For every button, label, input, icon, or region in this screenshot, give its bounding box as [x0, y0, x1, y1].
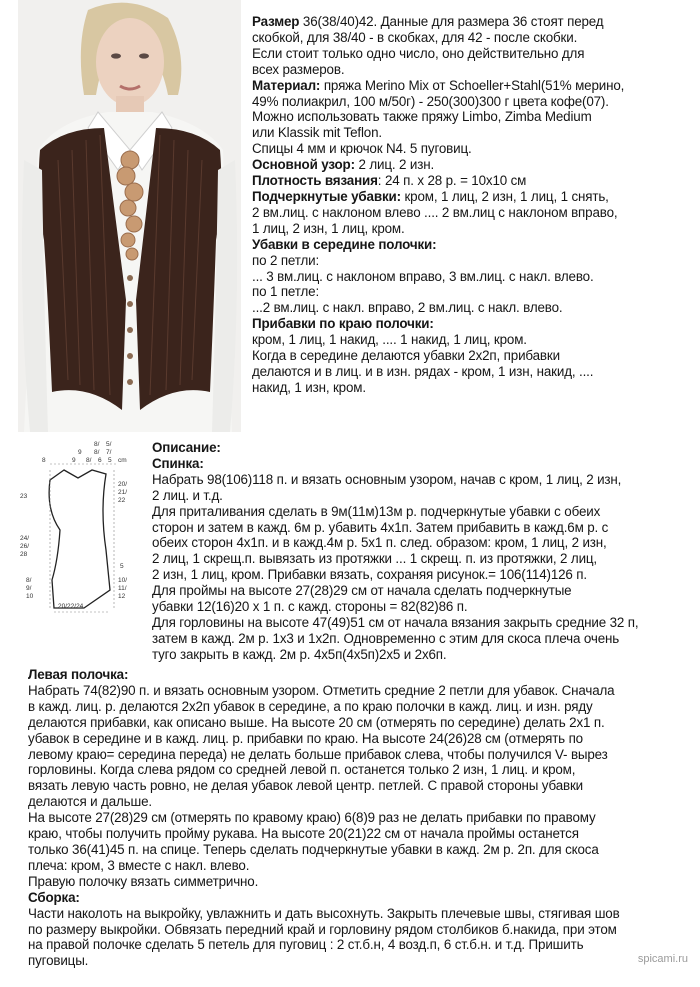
- pattern-text: 2 лиц. 2 изн.: [358, 157, 435, 173]
- back-line: Набрать 98(106)118 п. и вязать основным узором, начав с кром, 1 лиц, 2 изн,: [152, 471, 622, 487]
- pattern-schematic: [6, 440, 142, 618]
- schema-number: 7/: [106, 449, 112, 456]
- schema-number: 23: [20, 493, 28, 500]
- size-text: 36(38/40)42. Данные для размера 36 стоят перед: [302, 14, 604, 29]
- schema-number: 5: [108, 457, 112, 464]
- back-line: Для приталивания сделать в 9м(11м)13м р. подчеркнутые убавки с обеих: [152, 503, 601, 519]
- assembly-line: по размеру выкройки. Обвязать передний край и горловину рядом столбиков б.накида, при этом: [28, 921, 617, 937]
- middle-decrease-label: Убавки в середине полочки:: [252, 236, 437, 252]
- increase-line: накид, 1 изн, кром.: [252, 379, 366, 395]
- front-line: горловины. Когда слева рядом со средней левой п. останется только 2 изн, 1 лиц. и кром,: [28, 762, 576, 778]
- back-line: затем в кажд. 2м р. 1х3 и 1х2п. Одновременно с этим для скоса плеча очень: [152, 630, 620, 646]
- decrease-line: 1 лиц, 2 изн, 1 лиц, кром.: [252, 220, 405, 236]
- density-line: [252, 173, 698, 189]
- assembly-line: на правой полочке сделать 5 петель для пуговиц : 2 ст.б.н, 4 возд.п, 6 ст.б.н. и т.д. Пришить: [28, 937, 584, 953]
- schema-number: 9: [78, 449, 82, 456]
- back-line: 2 лиц, 1 скрещ.п. вывязать из протяжки ... 1 скрещ. п. из протяжки, 2 лиц,: [152, 551, 597, 567]
- schema-number: 21/: [118, 489, 128, 496]
- schema-number: 10/: [118, 577, 128, 584]
- density-text: : 24 п. х 28 р. = 10х10 см: [377, 173, 527, 189]
- pattern-line: [252, 157, 698, 173]
- specification-block: [252, 14, 698, 396]
- back-line: обеих сторон 4х1п. и в кажд.4м р. 5х1 п. след. образом: кром, 1 лиц, 2 изн,: [152, 535, 607, 551]
- material-line: Спицы 4 мм и крючок N4. 5 пуговиц.: [252, 141, 472, 157]
- material-text: пряжа Merino Mix от Schoeller+Stahl(51% мерино,: [323, 77, 625, 93]
- front-line: На высоте 27(28)29 см (отмерять по кравому краю) 6(8)9 раз не делать прибавки по правому: [28, 810, 596, 826]
- size-line: Если стоит только одно число, оно действительно для: [252, 45, 585, 61]
- front-line: левому краю= середина переда) не делать больше прибавок слева, чтобы получился V- вырез: [28, 746, 608, 762]
- decrease-label: Подчеркнутые убавки:: [252, 188, 401, 204]
- increase-line: кром, 1 лиц, 1 накид, .... 1 накид, 1 лиц, кром.: [252, 332, 527, 348]
- front-line: краю, чтобы получить пройму рукава. На высоте 20(21)22 см от начала проймы останется: [28, 826, 579, 842]
- increase-label: Прибавки по краю полочки:: [252, 316, 434, 332]
- front-line: только 36(41)45 п. на спице. Теперь сделать подчеркнутые убавки в кажд. 2м р. 2п. для скоса: [28, 841, 599, 857]
- schema-number: 20/22/24: [58, 603, 84, 610]
- schema-number: 10: [26, 593, 34, 600]
- schema-number: 12: [118, 593, 126, 600]
- schema-number: 24/: [20, 535, 30, 542]
- assembly-title: Сборка:: [28, 889, 80, 905]
- back-title: Спинка:: [152, 455, 204, 471]
- description-title: Описание:: [152, 440, 221, 455]
- decrease-line: 2 вм.лиц. с наклоном влево .... 2 вм.лиц с наклоном вправо,: [252, 204, 618, 220]
- front-line: Правую полочку вязать симметрично.: [28, 873, 259, 889]
- front-line: в кажд. лиц. р. делаются 2х2п убавок в середине, а по краю полочки в кажд. лиц. и изн. ряду: [28, 698, 593, 714]
- schema-number: 11/: [118, 585, 127, 592]
- model-photo: [18, 0, 241, 432]
- front-line: плеча: кром, 3 вместе с накл. влево.: [28, 857, 250, 873]
- schema-number: cm: [118, 457, 127, 464]
- front-line: вязать левую часть ровно, не делая убавок левой центр. петлей. С правой стороны убавки: [28, 778, 584, 794]
- front-line: делаются и дальше.: [28, 794, 152, 810]
- back-line: Для проймы на высоте 27(28)29 см от начала сделать подчеркнутые: [152, 583, 572, 599]
- front-line: убавок в середине и в кажд. лиц. р. прибавки по краю. На высоте 24(26)28 см (отмерять по: [28, 730, 583, 746]
- middle-line: по 1 петле:: [252, 284, 320, 300]
- size-label: Размер: [252, 14, 300, 29]
- back-line: 2 изн, 1 лиц, кром. Прибавки вязать, сохраняя рисунок.= 106(114)126 п.: [152, 567, 587, 583]
- material-line: 49% полиакрил, 100 м/50г) - 250(300)300 г цвета кофе(07).: [252, 93, 609, 109]
- schema-number: 8/: [26, 577, 32, 584]
- watermark: spicami.ru: [637, 953, 688, 965]
- schema-number: 20/: [118, 481, 128, 488]
- schema-number: 22: [118, 497, 126, 504]
- front-line: делаются прибавки, как описано выше. На высоте 20 см (отмерять по середине) делать 2х1 п.: [28, 714, 605, 730]
- material-line: Можно использовать также пряжу Limbo, Zimba Medium: [252, 109, 592, 125]
- front-description: [28, 667, 698, 969]
- schema-number: 9/: [26, 585, 32, 592]
- increase-line: делаются и в лиц. и в изн. рядах - кром, 1 изн, накид, ....: [252, 363, 594, 379]
- material-line: [252, 78, 698, 94]
- back-line: 2 лиц. и т.д.: [152, 487, 223, 503]
- left-front-title: Левая полочка:: [28, 667, 129, 682]
- assembly-line: Части наколоть на выкройку, увлажнить и дать высохнуть. Закрыть плечевые швы, стягивая шов: [28, 905, 620, 921]
- decrease-line: [252, 189, 698, 205]
- schema-number: 8/: [86, 457, 92, 464]
- decrease-text: кром, 1 лиц, 2 изн, 1 лиц, 1 снять,: [404, 188, 609, 204]
- schema-number: 8: [42, 457, 46, 464]
- back-description: [152, 440, 698, 663]
- schema-number: 5: [120, 563, 124, 570]
- material-line: или Klassik mit Teflon.: [252, 125, 382, 141]
- schema-number: 8/: [94, 449, 100, 456]
- back-line: убавки 12(16)20 х 1 п. с кажд. стороны = 82(82)86 п.: [152, 599, 468, 615]
- back-line: Для горловины на высоте 47(49)51 см от начала вязания закрыть средние 32 п,: [152, 614, 639, 630]
- material-label: Материал:: [252, 77, 321, 93]
- increase-line: Когда в середине делаются убавки 2х2п, прибавки: [252, 348, 560, 364]
- middle-line: по 2 петли:: [252, 252, 320, 268]
- middle-line: ...2 вм.лиц. с накл. вправо, 2 вм.лиц. с накл. влево.: [252, 300, 563, 316]
- schema-number: 6: [98, 457, 102, 464]
- size-line: скобкой, для 38/40 - в скобках, для 42 - после скобки.: [252, 29, 578, 45]
- schema-number: 8/: [94, 441, 100, 448]
- back-line: туго закрыть в кажд. 2м р. 4х5п(4х5п)2х5 и 2х6п.: [152, 646, 447, 662]
- back-line: сторон и затем в кажд. 6м р. убавить 4х1п. Затем прибавить в кажд.6м р. с: [152, 519, 609, 535]
- middle-line: ... 3 вм.лиц. с наклоном вправо, 3 вм.лиц. с накл. влево.: [252, 268, 594, 284]
- schema-number: 26/: [20, 543, 30, 550]
- front-line: Набрать 74(82)90 п. и вязать основным узором. Отметить средние 2 петли для убавок. Сначала: [28, 682, 615, 698]
- schema-number: 28: [20, 551, 28, 558]
- size-line: [252, 14, 698, 30]
- assembly-line: пуговицы.: [28, 953, 89, 969]
- schema-number: 9: [72, 457, 76, 464]
- pattern-label: Основной узор:: [252, 157, 355, 173]
- density-label: Плотность вязания: [252, 173, 378, 189]
- size-line: всех размеров.: [252, 61, 345, 77]
- schema-number: 5/: [106, 441, 112, 448]
